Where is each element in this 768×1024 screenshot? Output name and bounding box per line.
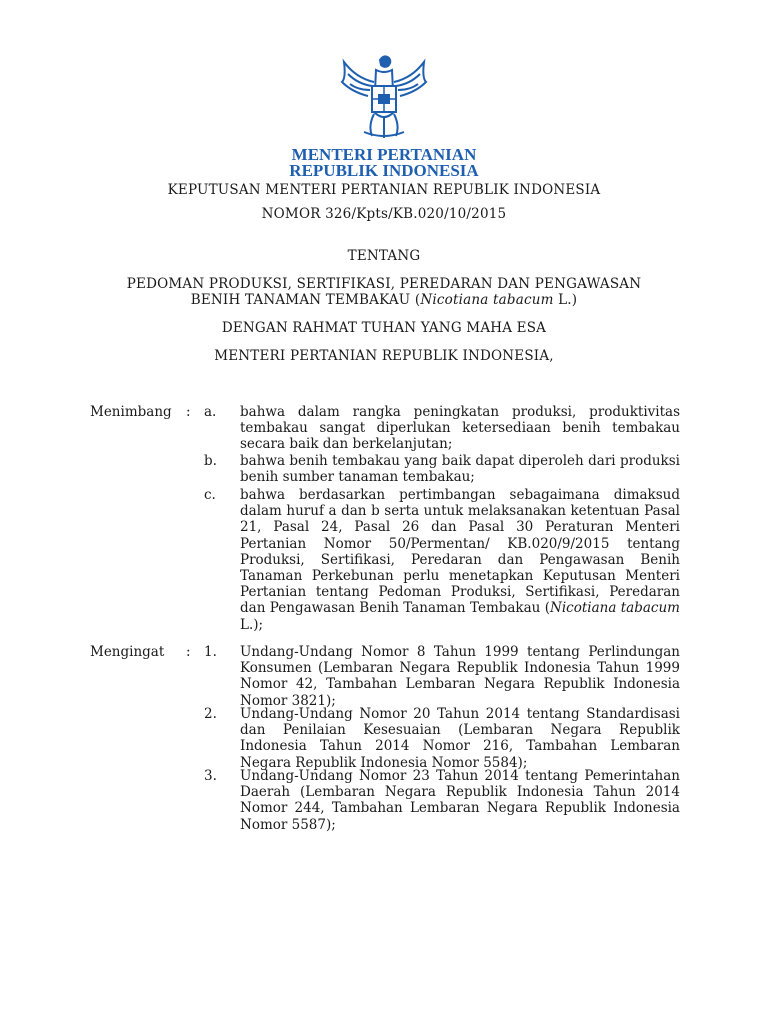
menimbang-colon: : (186, 404, 191, 420)
mengingat-item-1: Undang-Undang Nomor 8 Tahun 1999 tentang Perlindungan Konsumen (Lembaran Negara Republik Indonesia Tahun 1999 Nomor 42, Tambahan Lembaran Negara Republik Indonesia Nomor 3821); (240, 644, 680, 709)
minister-line: MENTERI PERTANIAN REPUBLIK INDONESIA, (214, 348, 554, 364)
mengingat-item-2: Undang-Undang Nomor 20 Tahun 2014 tentang Standardisasi dan Penilaian Kesesuaian (Lembaran Negara Republik Indonesia Tahun 2014 Nomor 216, Tambahan Lembaran Negara Republik Indonesia Nomor 5584); (240, 706, 680, 771)
mengingat-marker-2: 2. (204, 706, 217, 722)
menimbang-marker-c: c. (204, 487, 216, 503)
mengingat-colon: : (186, 644, 191, 660)
menimbang-item-c (240, 487, 680, 633)
mengingat-marker-3: 3. (204, 768, 217, 784)
subject-line2-suffix: L.) (553, 292, 578, 308)
mengingat-marker-1: 1. (204, 644, 217, 660)
subject-line2 (0, 292, 768, 308)
subject-line2-prefix: BENIH TANAMAN TEMBAKAU ( (190, 292, 421, 308)
subject-line2-species: Nicotiana tabacum (420, 292, 554, 308)
ministry-name-line2: REPUBLIK INDONESIA (289, 161, 479, 180)
garuda-emblem-icon (334, 52, 434, 142)
mengingat-label: Mengingat (90, 644, 165, 660)
menimbang-item-c-text: bahwa berdasarkan pertimbangan sebagaimana dimaksud dalam huruf a dan b serta untuk melaksanakan ketentuan Pasal 21, Pasal 24, Pasal 26 dan Pasal 30 Peraturan Menteri Pertanian Nomor 50/Permentan/ KB.020/9/2015 tentang Produksi, Sertifikasi, Peredaran dan Pengawasan Benih Tanaman Perkebunan perlu menetapkan Keputusan Menteri Pertanian tentang Pedoman Produksi, Sertifikasi, Peredaran dan Pengawasan Benih Tanaman Tembakau ( (240, 487, 680, 617)
subject-line1: PEDOMAN PRODUKSI, SERTIFIKASI, PEREDARAN DAN PENGAWASAN (126, 276, 642, 292)
menimbang-item-a: bahwa dalam rangka peningkatan produksi, produktivitas tembakau sangat diperlukan ketersediaan benih tembakau secara baik dan berkelanjutan; (240, 404, 680, 453)
blessing-line: DENGAN RAHMAT TUHAN YANG MAHA ESA (221, 320, 547, 336)
menimbang-item-c-suffix: L.); (240, 616, 264, 633)
menimbang-item-b: bahwa benih tembakau yang baik dapat diperoleh dari produksi benih sumber tanaman tembakau; (240, 453, 680, 486)
menimbang-marker-a: a. (204, 404, 217, 420)
about-heading: TENTANG (347, 248, 421, 264)
ministry-name-line1: MENTERI PERTANIAN (291, 145, 477, 164)
menimbang-marker-b: b. (204, 453, 217, 469)
decree-number: NOMOR 326/Kpts/KB.020/10/2015 (261, 206, 507, 222)
mengingat-item-3: Undang-Undang Nomor 23 Tahun 2014 tentang Pemerintahan Daerah (Lembaran Negara Republik Indonesia Tahun 2014 Nomor 244, Tambahan Lembaran Negara Republik Indonesia Nomor 5587); (240, 768, 680, 833)
decree-title: KEPUTUSAN MENTERI PERTANIAN REPUBLIK INDONESIA (167, 182, 601, 198)
menimbang-item-c-species: Nicotiana tabacum (550, 600, 680, 617)
menimbang-label: Menimbang (90, 404, 172, 420)
